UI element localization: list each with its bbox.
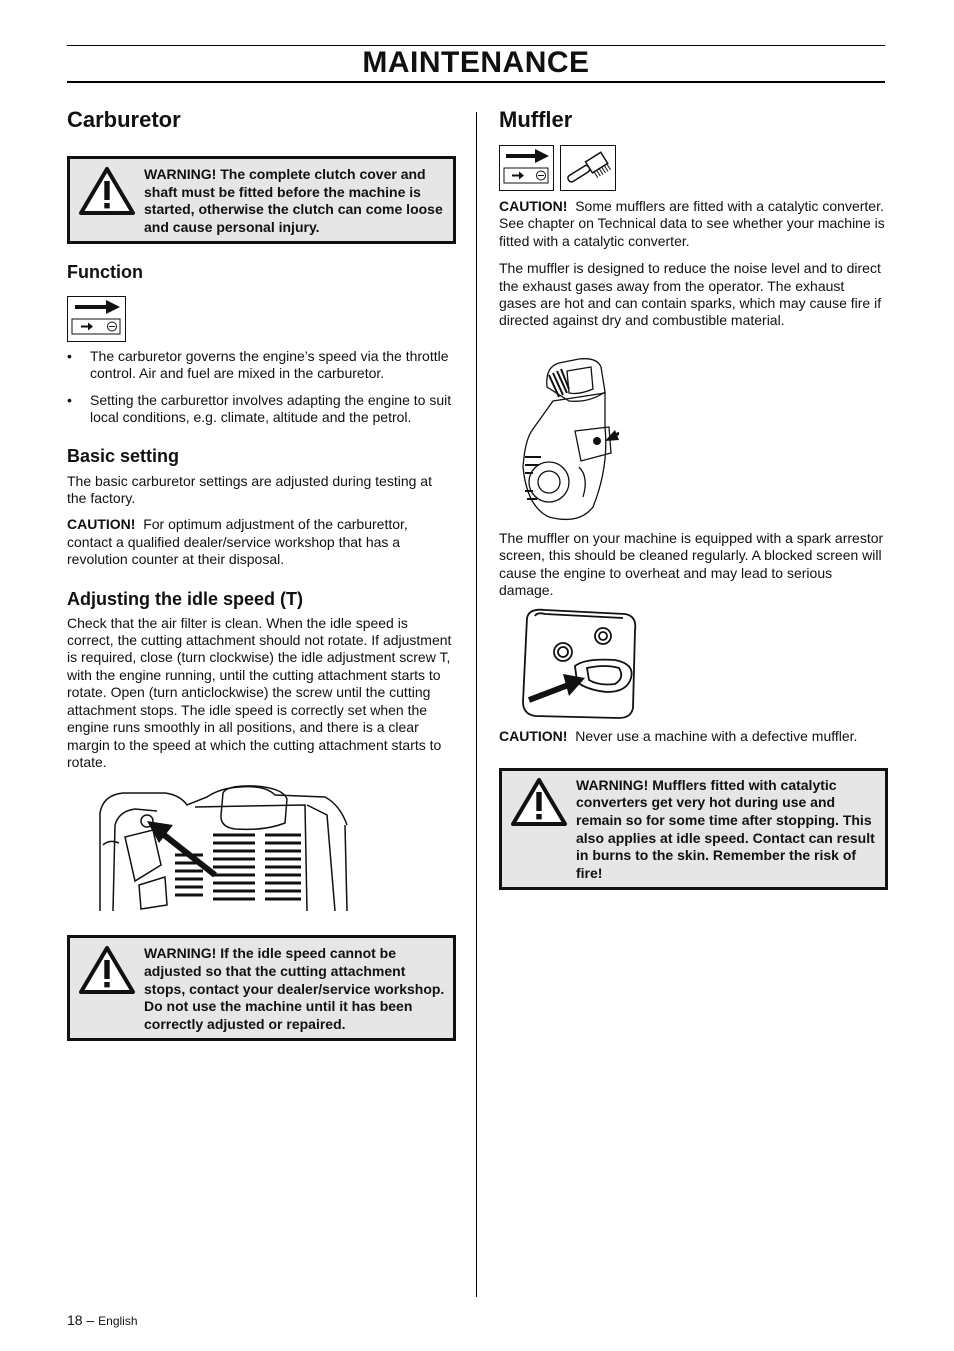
- function-bullet-list: [67, 348, 455, 427]
- right-column: [499, 106, 885, 890]
- page-number: 18 –: [67, 1312, 95, 1328]
- carburetor-heading: Carburetor: [67, 107, 181, 132]
- warning-box-clutch: [67, 156, 456, 244]
- muffler-caution-defective: [499, 728, 885, 745]
- muffler-heading: Muffler: [499, 107, 573, 132]
- muffler-caution-catalytic: [499, 198, 885, 250]
- page-title: MAINTENANCE: [362, 46, 590, 79]
- muffler-purpose-paragraph: The muffler is designed to reduce the noise level and to direct the exhaust gases away from the operator. The exhaust gases are hot and can contain sparks, which may cause fire if directed against dry and combustible material.: [499, 260, 882, 329]
- warning-text: WARNING! Mufflers fitted with catalytic converters get very hot during use and remain so for some time after stopping. This also applies at idle speed. Contact can result in burns to the skin. Remember the risk of fire!: [576, 776, 875, 881]
- warning-box-idle: [67, 935, 456, 1041]
- idle-speed-heading: Adjusting the idle speed (T): [67, 588, 304, 609]
- left-column: [67, 106, 455, 1041]
- function-heading: Function: [67, 262, 143, 282]
- column-divider: [476, 112, 477, 1297]
- basic-setting-heading: Basic setting: [67, 445, 180, 466]
- carburetor-symbol-icon: [499, 145, 554, 191]
- engine-muffler-illustration: [519, 357, 619, 527]
- spark-arrestor-illustration: [515, 608, 639, 720]
- header-rule-bottom: [67, 81, 885, 83]
- spark-arrestor-paragraph: The muffler on your machine is equipped with a spark arrestor screen, this should be cleaned regularly. A blocked screen will cause the engine to overheat and may lead to serious damage.: [499, 529, 884, 599]
- warning-triangle-icon: [502, 777, 576, 827]
- caution-text: Some mufflers are fitted with a catalytic converter. See chapter on Technical data to see whether your machine is fitted with a catalytic converter.: [499, 198, 885, 249]
- warning-text: WARNING! If the idle speed cannot be adjusted so that the cutting attachment stops, contact your dealer/service workshop. Do not use the machine until it has been correctly adjusted or repaired.: [144, 945, 445, 1032]
- caution-label: CAUTION!: [499, 198, 568, 214]
- muffler-symbols: [499, 145, 885, 191]
- page-footer: [67, 1312, 138, 1328]
- basic-setting-paragraph: The basic carburetor settings are adjusted during testing at the factory.: [67, 472, 432, 507]
- carburetor-symbol-icon: [67, 296, 126, 342]
- idle-speed-paragraph: Check that the air filter is clean. When the idle speed is correct, the cutting attachment should not rotate. If adjustment is required, close (turn clockwise) the idle adjustment screw T, with the engine running, until the cutting attachment starts to rotate. Open (turn anticlockwise) the screw until the cutting attachment stops. The idle speed is correctly set when the engine runs smoothly in all positions, and there is a clear margin to the speed at which the cutting attachment starts to rotate.: [67, 614, 452, 770]
- caution-text: For optimum adjustment of the carburettor, contact a qualified dealer/service workshop that has a revolution counter at their disposal.: [67, 516, 408, 568]
- list-item: • Setting the carburettor involves adapting the engine to suit local conditions, e.g. climate, altitude and the petrol.: [67, 392, 455, 427]
- caution-label: CAUTION!: [67, 516, 136, 533]
- idle-screw-illustration: [95, 785, 385, 913]
- basic-setting-caution: [67, 516, 455, 568]
- footer-language: English: [98, 1314, 138, 1328]
- caution-label: CAUTION!: [499, 728, 568, 745]
- list-item: • The carburetor governs the engine’s speed via the throttle control. Air and fuel are mixed in the carburetor.: [67, 348, 455, 383]
- warning-text: WARNING! The complete clutch cover and shaft must be fitted before the machine is started, otherwise the clutch can come loose and cause personal injury.: [144, 166, 443, 235]
- brush-icon: [560, 145, 616, 191]
- warning-box-catalytic: [499, 768, 888, 890]
- warning-triangle-icon: [70, 166, 144, 216]
- caution-text: Never use a machine with a defective muffler.: [575, 728, 858, 745]
- warning-triangle-icon: [70, 945, 144, 995]
